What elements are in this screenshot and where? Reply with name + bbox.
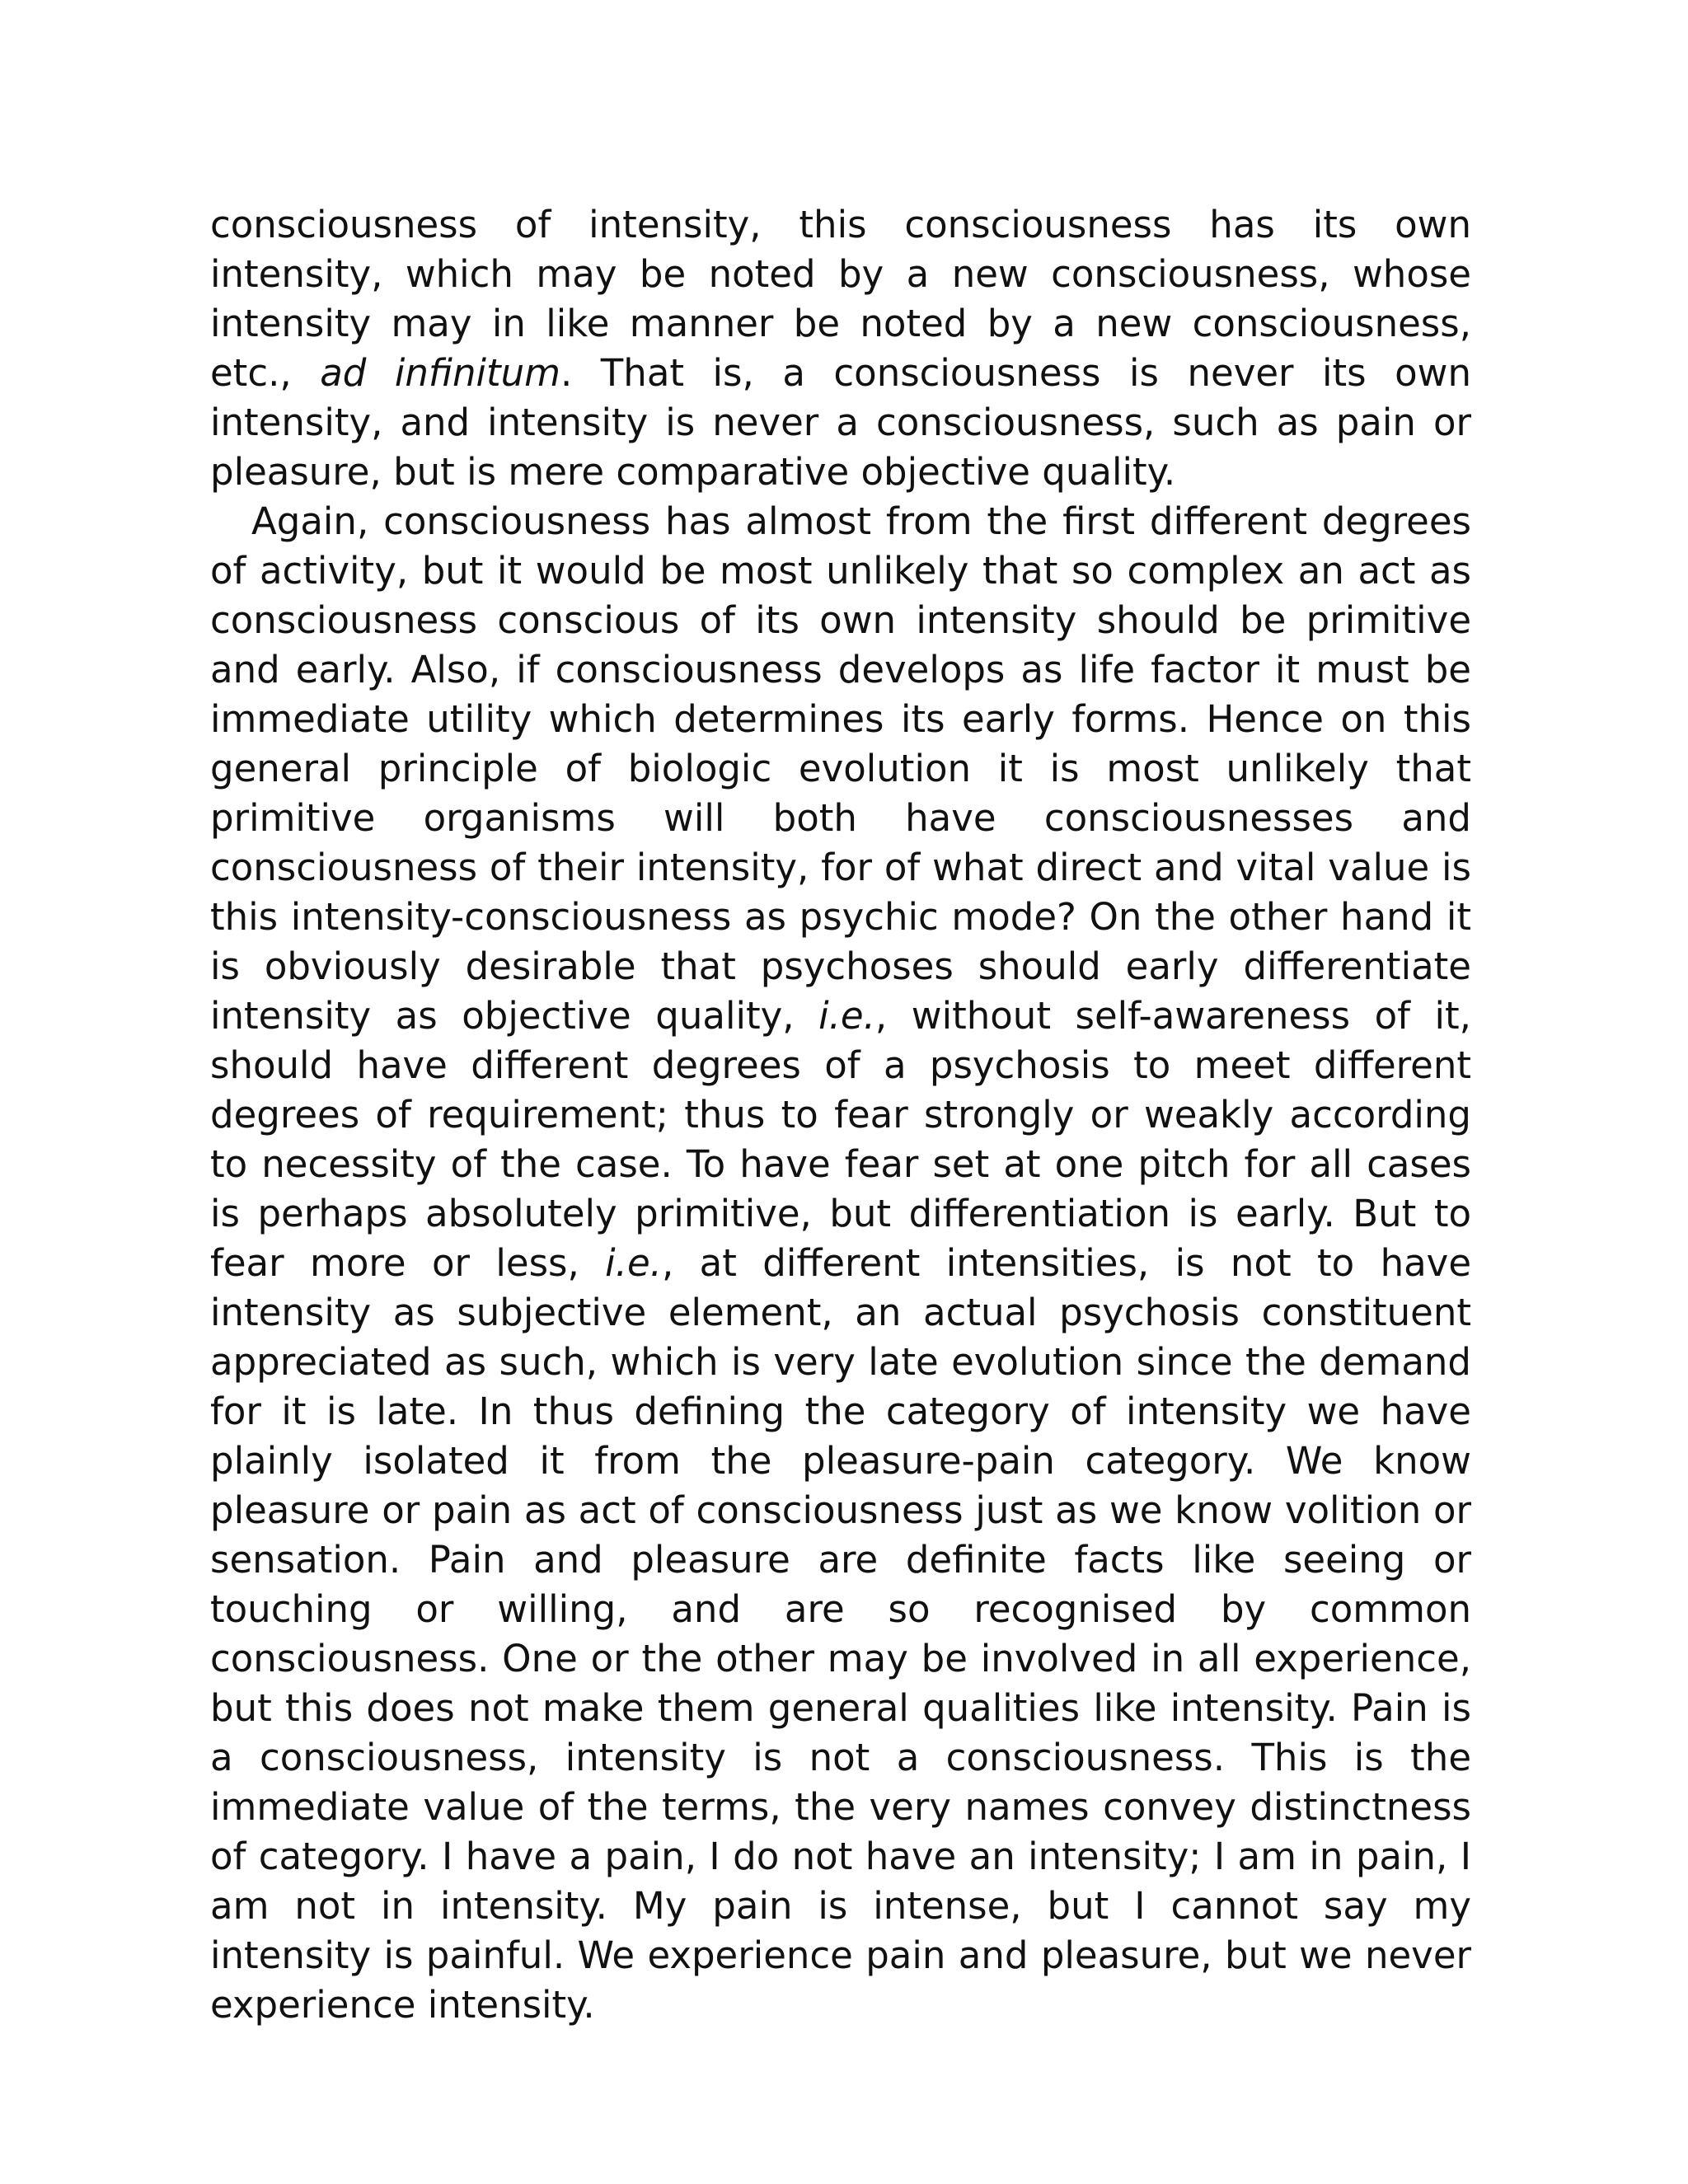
paragraph-1-text-2: . That is, a consciousness is never its own intensity, and intensity is never a consciousness, such as pain or pleasure, but is mere comparative objective quality. [210, 351, 1471, 494]
paragraph-1-text-1: consciousness of intensity, this consciousness has its own intensity, which may be noted by a new consciousness, whose intensity may in like manner be noted by a new consciousness, etc., [210, 203, 1471, 395]
paragraph-1-italic-ad-infinitum: ad infinitum [320, 351, 560, 395]
paragraph-2-italic-ie-1: i.e. [818, 994, 875, 1038]
paragraph-2-text-2: , without self-awareness of it, should have different degrees of a psychosis to meet different degrees of requirement; thus to fear strongly or weakly according to necessity of the case. To have fear set at one pitch for all cases is perhaps absolutely primitive, but differentiation is early. But to fear more or less, [210, 994, 1471, 1285]
paragraph-2 [210, 497, 1471, 2030]
paragraph-2-text-3: , at different intensities, is not to have intensity as subjective element, an actual psychosis constituent appreciated as such, which is very late evolution since the demand for it is late. In thus defining the category of intensity we have plainly isolated it from the pleasure-pain category. We know pleasure or pain as act of consciousness just as we know volition or sensation. Pain and pleasure are definite facts like seeing or touching or willing, and are so recognised by common consciousness. One or the other may be involved in all experience, but this does not make them general qualities like intensity. Pain is a consciousness, intensity is not a consciousness. This is the immediate value of the terms, the very names convey distinctness of category. I have a pain, I do not have an intensity; I am in pain, I am not in intensity. My pain is intense, but I cannot say my intensity is painful. We experience pain and pleasure, but we never experience intensity. [210, 1241, 1471, 2027]
paragraph-2-text-1: Again, consciousness has almost from the first different degrees of activity, but it would be most unlikely that so complex an act as consciousness conscious of its own intensity should be primitive and early. Also, if consciousness develops as life factor it must be immediate utility which determines its early forms. Hence on this general principle of biologic evolution it is most unlikely that primitive organisms will both have consciousnesses and consciousness of their intensity, for of what direct and vital value is this intensity-consciousness as psychic mode? On the other hand it is obviously desirable that psychoses should early differentiate intensity as objective quality, [210, 499, 1471, 1038]
page-body [210, 200, 1471, 2030]
paragraph-2-italic-ie-2: i.e. [605, 1241, 662, 1285]
paragraph-1 [210, 200, 1471, 497]
